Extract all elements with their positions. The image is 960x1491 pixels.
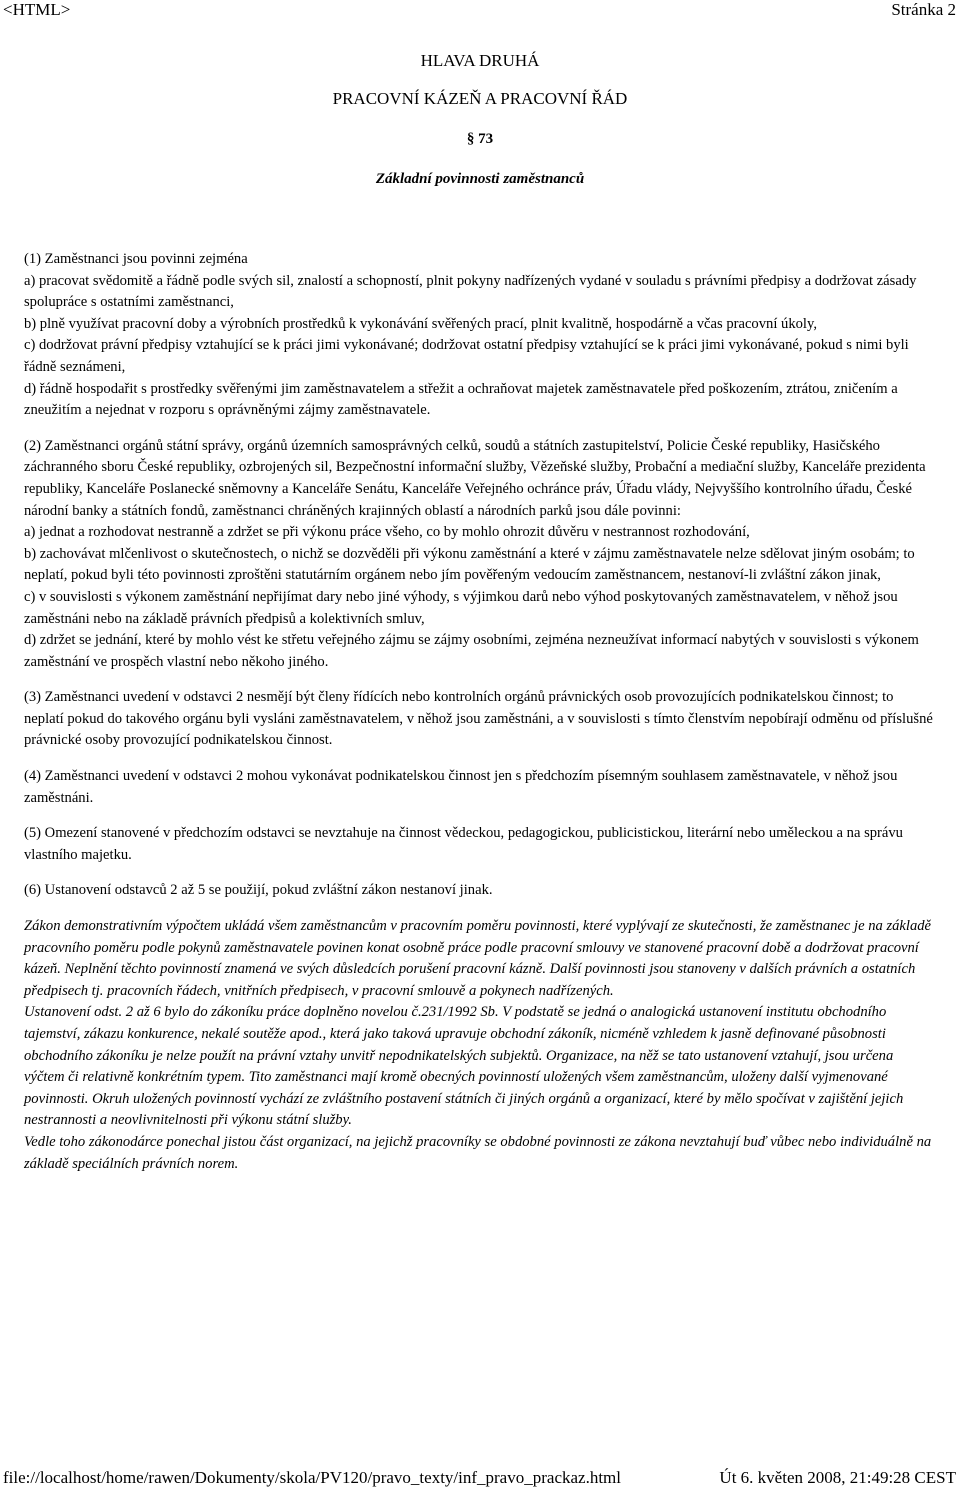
paragraph-1 bbox=[24, 249, 936, 422]
paragraph-5 bbox=[24, 823, 936, 866]
paragraph-line: (3) Zaměstnanci uvedení v odstavci 2 nesmějí být členy řídících nebo kontrolních orgánů právnických osob provozujících podnikatelskou činnost; to neplatí pokud do takového orgánu byli vysláni zaměstnavatelem, v něhož jsou zaměstnáni, a v souvislosti s tímto členstvím nepobírají odměnu od příslušné právnické osoby provozující podnikatelskou činnost. bbox=[24, 689, 933, 749]
paragraph-line: b) plně využívat pracovní doby a výrobních prostředků k vykonávání svěřených prací, plnit kvalitně, hospodárně a včas pracovní úkoly, bbox=[24, 315, 817, 332]
paragraph-3 bbox=[24, 687, 936, 752]
paragraph-line: (6) Ustanovení odstavců 2 až 5 se použijí, pokud zvláštní zákon nestanoví jinak. bbox=[24, 882, 493, 899]
commentary-paragraph: Zákon demonstrativním výpočtem ukládá všem zaměstnancům v pracovním poměru povinnosti, které vyplývají ze skutečnosti, že zaměstnanec je na základě pracovního poměru podle pokynů zaměstnavatele povinen konat osobně práce podle pracovní smlouvy ve stanovené pracovní době a dodržovat pracovní kázeň. Neplnění těchto povinností znamená ve svých důsledcích porušení pracovní kázně. Další povinnosti jsou stanoveny v dalších právních a ostatních předpisech tj. pracovních řádech, vnitřních předpisech, v pracovní smlouvě a pokynech nadřízených. bbox=[24, 918, 932, 999]
footer-timestamp: Út 6. květen 2008, 21:49:28 CEST bbox=[719, 1468, 956, 1487]
paragraph-2 bbox=[24, 436, 936, 674]
paragraph-line: b) zachovávat mlčenlivost o skutečnostech, o nichž se dozvěděli při výkonu zaměstnání a které v zájmu zaměstnavatele nelze sdělovat jiným osobám; to neplatí, pokud byli této povinnosti zproštěni statutárním orgánem nebo jím pověřeným vedoucím zaměstnancem, nestanoví-li zvláštní zákon jinak, bbox=[24, 545, 915, 584]
commentary-paragraph: Ustanovení odst. 2 až 6 bylo do zákoníku práce doplněno novelou č.231/1992 Sb. V podstatě se jedná o analogická ustanovení institutu obchodního tajemství, zákazu konkurence, nekalé soutěže apod., která jako taková upravuje obchodní zákoník, nicméně vzhledem k jasně definované působnosti obchodního zákoníku je nelze použít na právní vztahy unvitř nepodnikatelských subjektů. Organizace, na něž se tato ustanovení vztahují, jsou určena výčtem či relativně konkrétním typem. Tito zaměstnanci mají kromě obecných povinností uložených všem zaměstnancům, uloženy další vyjmenované povinnosti. Okruh uložených povinností vychází ze zvláštního postavení státních či jiných orgánů a organizací, které by mělo spočívat v zajištění jejich nestrannosti a neovlivnitelnosti při výkonu státní služby. bbox=[24, 1004, 904, 1129]
print-footer bbox=[0, 1467, 960, 1491]
paragraph-line: a) jednat a rozhodovat nestranně a zdržet se při výkonu práce všeho, co by mohlo ohrozit důvěru v nestrannost rozhodování, bbox=[24, 524, 750, 541]
section-number: § 73 bbox=[466, 131, 494, 147]
paragraph-line: (4) Zaměstnanci uvedení v odstavci 2 mohou vykonávat podnikatelskou činnost jen s předchozím písemným souhlasem zaměstnavatele, v něhož jsou zaměstnáni. bbox=[24, 768, 898, 806]
chapter-title: PRACOVNÍ KÁZEŇ A PRACOVNÍ ŘÁD bbox=[332, 89, 628, 108]
print-header bbox=[0, 0, 960, 22]
section-title: Základní povinnosti zaměstnanců bbox=[375, 171, 585, 187]
footer-file-path: file://localhost/home/rawen/Dokumenty/skola/PV120/pravo_texty/inf_pravo_prackaz.html bbox=[3, 1468, 621, 1487]
paragraph-4 bbox=[24, 766, 936, 809]
chapter-heading: HLAVA DRUHÁ bbox=[420, 51, 540, 70]
paragraph-line: (1) Zaměstnanci jsou povinni zejména bbox=[24, 251, 248, 267]
header-page-number: Stránka 2 bbox=[891, 0, 956, 19]
paragraph-line: d) zdržet se jednání, které by mohlo vést ke střetu veřejného zájmu se zájmy osobními, zejména nezneužívat informací nabytých v souvislosti s výkonem zaměstnání ve prospěch vlastní nebo někoho jiného. bbox=[24, 632, 919, 670]
commentary bbox=[24, 916, 936, 1175]
document-body bbox=[24, 50, 936, 1175]
paragraph-line: c) dodržovat právní předpisy vztahující se k práci jimi vykonávané; dodržovat ostatní předpisy vztahující se k práci jimi vykonávané, pokud s nimi byli řádně seznámeni, bbox=[24, 337, 909, 375]
paragraph-6 bbox=[24, 880, 936, 902]
heading-group bbox=[24, 50, 936, 190]
commentary-paragraph: Vedle toho zákonodárce ponechal jistou část organizací, na jejichž pracovníky se obdobné povinnosti ze zákona nevztahují buď vůbec nebo individuálně na základě speciálních právních norem. bbox=[24, 1133, 932, 1172]
paragraph-line: (2) Zaměstnanci orgánů státní správy, orgánů územních samosprávných celků, soudů a státních zastupitelství, Policie České republiky, Hasičského záchranného sboru České republiky, ozbrojených sil, Bezpečnostní informační služby, Vězeňské služby, Probační a mediační služby, Kanceláře prezidenta republiky, Kanceláře Poslanecké sněmovny a Kanceláře Senátu, Kanceláře Veřejného ochránce práv, Úřadu vlády, Nejvyššího kontrolního úřadu, České národní banky a státních fondů, zaměstnanci chráněných krajinných oblastí a národních parků jsou dále povinni: bbox=[24, 437, 926, 519]
paragraph-line: (5) Omezení stanovené v předchozím odstavci se nevztahuje na činnost vědeckou, pedagogickou, publicistickou, literární nebo uměleckou a na správu vlastního majetku. bbox=[24, 825, 903, 863]
header-doc-type: <HTML> bbox=[3, 0, 71, 19]
paragraph-line: c) v souvislosti s výkonem zaměstnání nepřijímat dary nebo jiné výhody, s výjimkou darů nebo výhod poskytovaných zaměstnavatelem, v něhož jsou zaměstnáni nebo na základě právních předpisů a kolektivních smluv, bbox=[24, 588, 898, 627]
paragraph-line: d) řádně hospodařit s prostředky svěřenými jim zaměstnavatelem a střežit a ochraňovat majetek zaměstnavatele před poškozením, ztrátou, zničením a zneužitím a nejednat v rozporu s oprávněnými zájmy zaměstnavatele. bbox=[24, 380, 898, 419]
paragraph-line: a) pracovat svědomitě a řádně podle svých sil, znalostí a schopností, plnit pokyny nadřízených vydané v souladu s právními předpisy a dodržovat zásady spolupráce s ostatními zaměstnanci, bbox=[24, 272, 917, 311]
